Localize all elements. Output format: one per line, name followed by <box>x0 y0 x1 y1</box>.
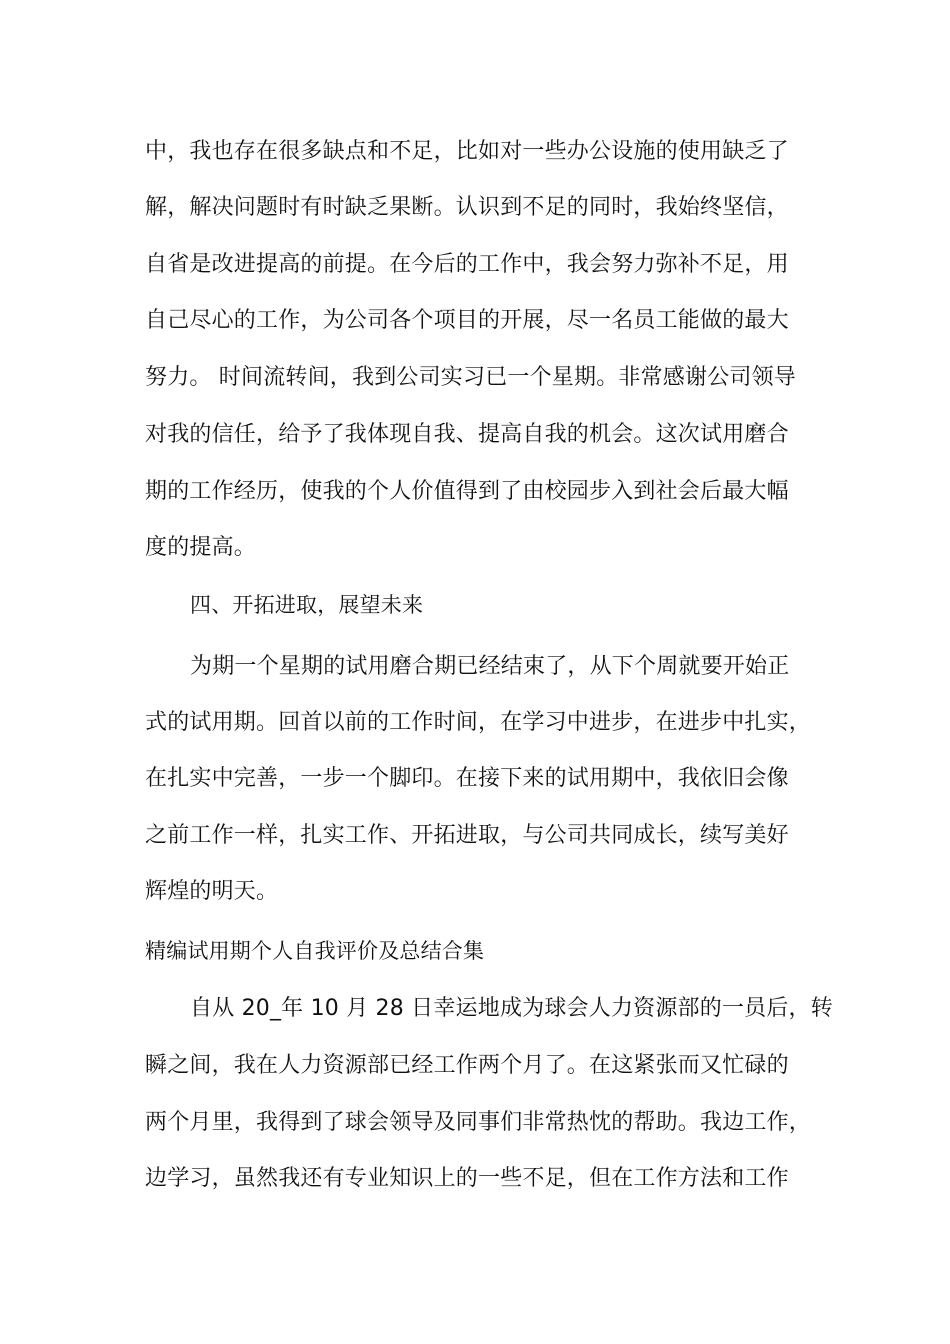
body-text-line: 自省是改进提高的前提。在今后的工作中，我会努力弥补不足，用 <box>145 252 789 277</box>
body-text-line: 在扎实中完善，一步一个脚印。在接下来的试用期中，我依旧会像 <box>145 766 789 791</box>
body-text-line: 边学习，虽然我还有专业知识上的一些不足，但在工作方法和工作 <box>145 1166 789 1191</box>
body-text-line: 之前工作一样，扎实工作、开拓进取，与公司共同成长，续写美好 <box>145 823 789 848</box>
document-title: 精编试用期个人自我评价及总结合集 <box>145 939 485 963</box>
body-text-line: 瞬之间，我在人力资源部已经工作两个月了。在这紧张而又忙碌的 <box>145 1053 789 1078</box>
body-text-line: 自己尽心的工作，为公司各个项目的开展，尽一名员工能做的最大 <box>145 308 789 333</box>
body-text-line: 度的提高。 <box>145 535 257 560</box>
body-text-line: 努力。 时间流转间，我到公司实习已一个星期。非常感谢公司领导 <box>145 365 796 390</box>
body-text-line: 式的试用期。回首以前的工作时间，在学习中进步，在进步中扎实， <box>145 710 812 735</box>
body-text-line: 对我的信任，给予了我体现自我、提高自我的机会。这次试用磨合 <box>145 422 789 447</box>
body-text-line: 辉煌的明天。 <box>145 879 279 904</box>
body-text-line: 为期一个星期的试用磨合期已经结束了，从下个周就要开始正 <box>190 654 790 679</box>
body-text-line: 期的工作经历，使我的个人价值得到了由校园步入到社会后最大幅 <box>145 479 789 504</box>
body-text-line: 中，我也存在很多缺点和不足，比如对一些办公设施的使用缺乏了 <box>145 139 789 164</box>
body-text-line: 两个月里，我得到了球会领导及同事们非常热忱的帮助。我边工作， <box>145 1110 812 1135</box>
body-text-line: 解，解决问题时有时缺乏果断。认识到不足的同时，我始终坚信， <box>145 195 789 220</box>
body-text-line: 自从 20_年 10 月 28 日幸运地成为球会人力资源部的一员后，转 <box>190 996 833 1021</box>
section-heading: 四、开拓进取，展望未来 <box>190 593 424 617</box>
